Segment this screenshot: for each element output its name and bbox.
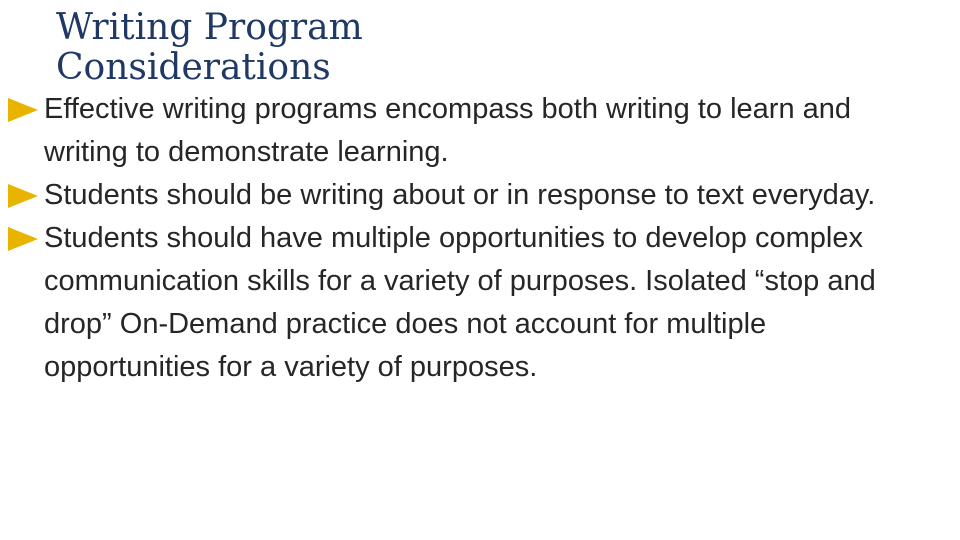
bullet-text: Students should have multiple opportunities to develop complex communication skills for a variety of purposes. Isolated “stop and drop” On-Demand practice does not account for multiple opportunities for a variety of purposes. [44, 222, 876, 383]
triangle-bullet-icon [8, 227, 38, 251]
bullet-list [6, 88, 886, 389]
slide-title: Writing Program Considerations [56, 7, 363, 89]
bullet-item [6, 88, 886, 174]
bullet-text: Students should be writing about or in response to text everyday. [44, 179, 876, 211]
triangle-bullet-icon [8, 184, 38, 208]
bullet-item [6, 174, 886, 217]
triangle-bullet-icon [8, 98, 38, 122]
bullet-item [6, 217, 886, 389]
bullet-text: Effective writing programs encompass both writing to learn and writing to demonstrate learning. [44, 93, 852, 168]
